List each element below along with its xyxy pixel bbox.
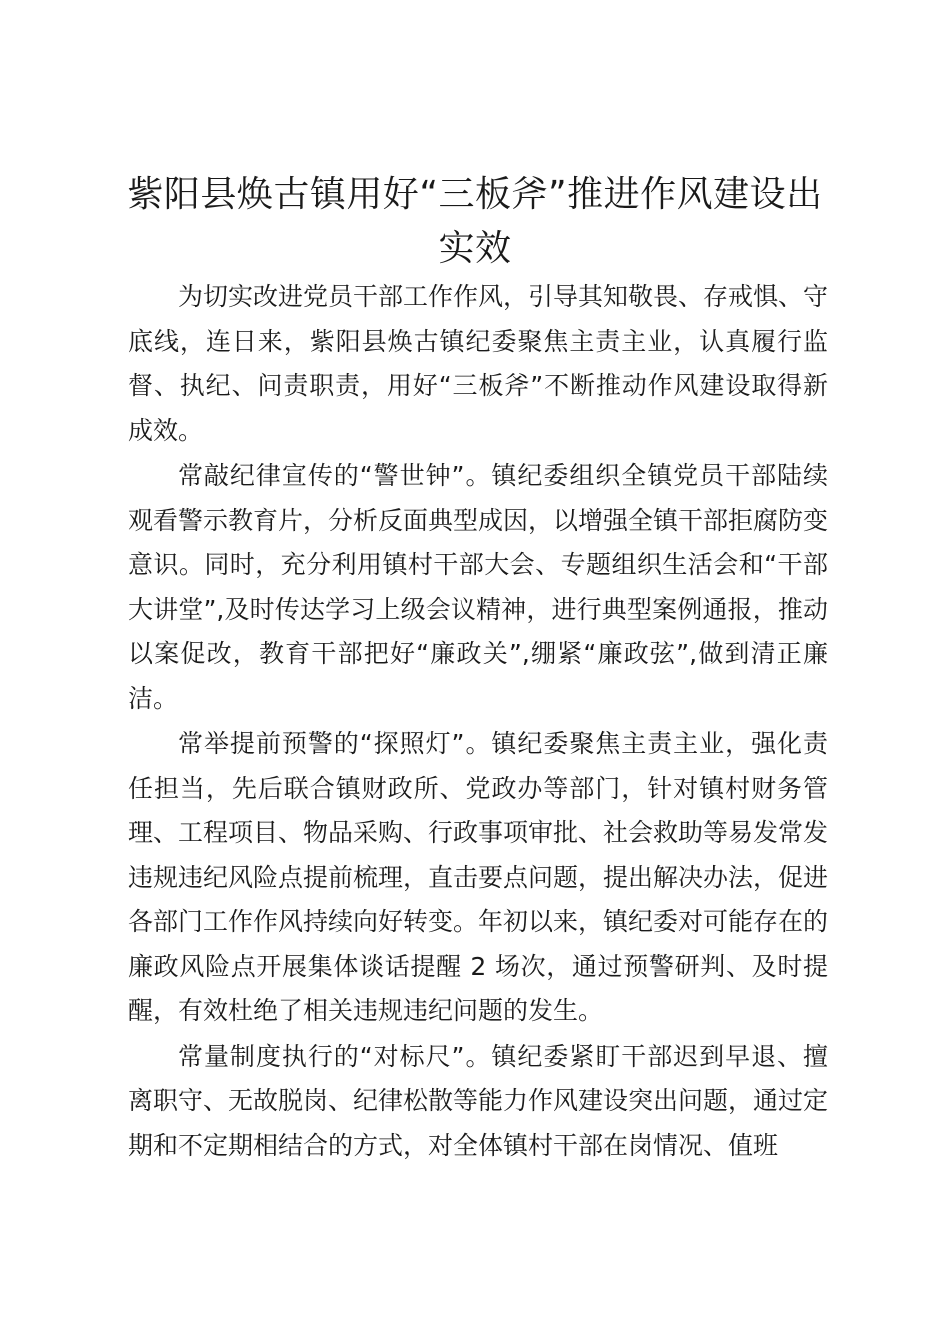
paragraph-searchlight: 常举提前预警的“探照灯”。镇纪委聚焦主责主业，强化责任担当，先后联合镇财政所、党政办等部门，针对镇村财务管理、工程项目、物品采购、行政事项审批、社会救助等易发常发违规违纪风险点提前梳理，直击要点问题，提出解决办法，促进各部门工作作风持续向好转变。年初以来，镇纪委对可能存在的廉政风险点开展集体谈话提醒 2 场次，通过预警研判、及时提醒，有效杜绝了相关违规违纪问题的发生。	[128, 729, 829, 1025]
document-body	[128, 275, 828, 1169]
paragraph-warning-bell: 常敲纪律宣传的“警世钟”。镇纪委组织全镇党员干部陆续观看警示教育片，分析反面典型成因，以增强全镇干部拒腐防变意识。同时，充分利用镇村干部大会、专题组织生活会和“干部大讲堂”,及时传达学习上级会议精神，进行典型案例通报，推动以案促改，教育干部把好“廉政关”,绷紧“廉政弦”,做到清正廉洁。	[128, 461, 829, 713]
paragraph-intro: 为切实改进党员干部工作作风，引导其知敬畏、存戒惧、守底线，连日来，紫阳县焕古镇纪委聚焦主责主业，认真履行监督、执纪、问责职责，用好“三板斧”不断推动作风建设取得新成效。	[128, 282, 829, 445]
document-title: 紫阳县焕古镇用好“三板斧”推进作风建设出实效	[127, 174, 823, 269]
paragraph-benchmark-ruler: 常量制度执行的“对标尺”。镇纪委紧盯干部迟到早退、擅离职守、无故脱岗、纪律松散等能力作风建设突出问题，通过定期和不定期相结合的方式，对全体镇村干部在岗情况、值班	[128, 1041, 829, 1160]
